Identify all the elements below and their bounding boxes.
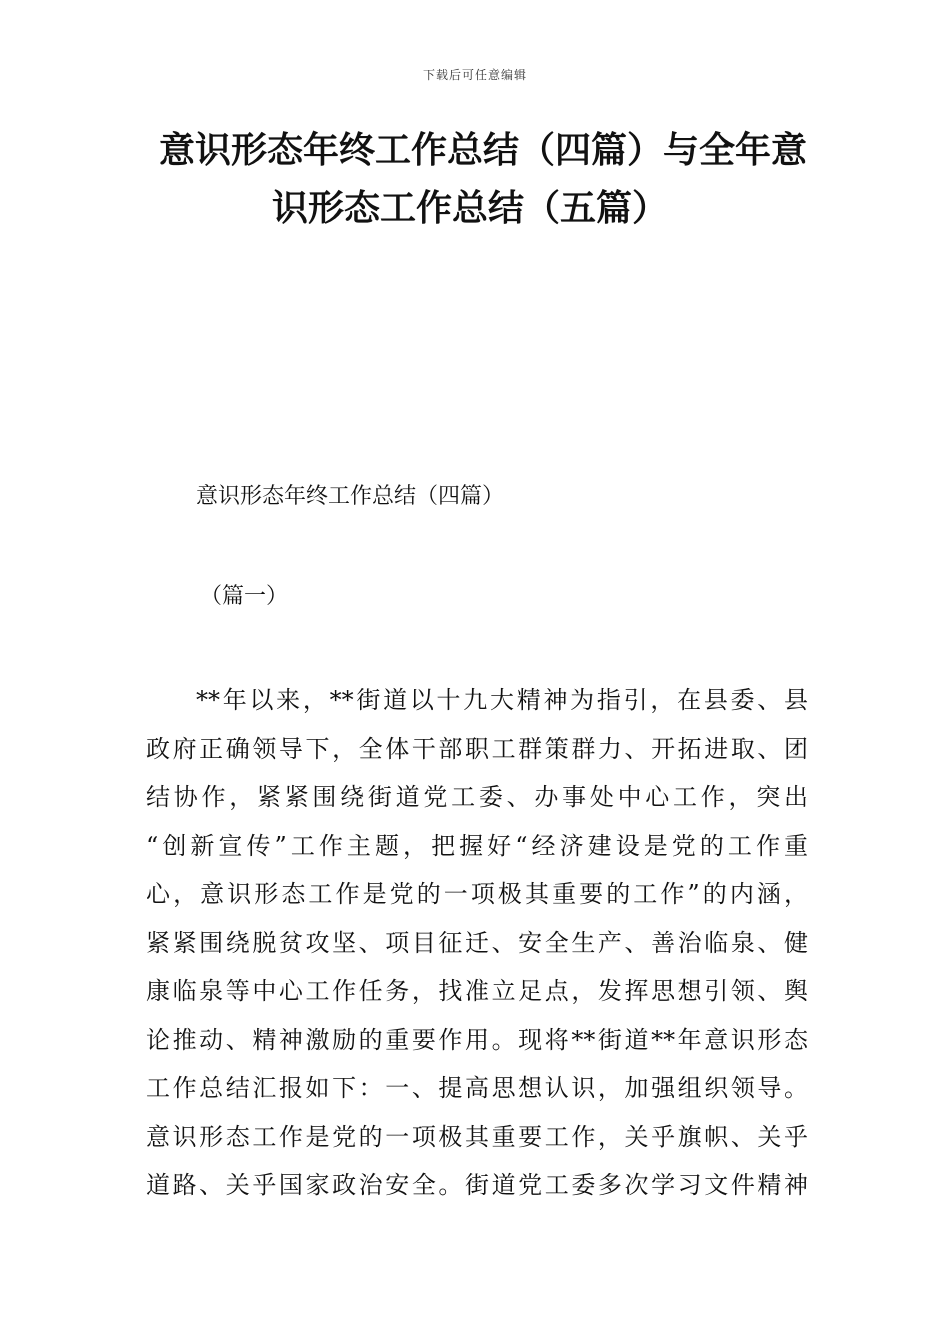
body-line: “创新宣传”工作主题，把握好“经济建设是党的工作重 [146, 831, 808, 860]
body-line: 政府正确领导下，全体干部职工群策群力、开拓进取、团 [146, 734, 808, 763]
body-line: 心，意识形态工作是党的一项极其重要的工作”的内涵， [146, 880, 808, 908]
part-label: （篇一） [200, 584, 289, 609]
document-title-line-1: 意识形态年终工作总结（四篇）与全年意 [159, 130, 808, 171]
document-title-line-2: 识形态工作总结（五篇） [271, 188, 668, 229]
body-line: 紧紧围绕脱贫攻坚、项目征迁、安全生产、善治临泉、健 [146, 928, 808, 957]
body-line: 工作总结汇报如下：一、提高思想认识，加强组织领导。 [146, 1074, 808, 1102]
body-line: 意识形态工作是党的一项极其重要工作，关乎旗帜、关乎 [146, 1122, 808, 1151]
body-line: 论推动、精神激励的重要作用。现将**街道**年意识形态 [146, 1025, 808, 1054]
body-line: 道路、关乎国家政治安全。街道党工委多次学习文件精神 [146, 1171, 808, 1199]
body-line: 康临泉等中心工作任务，找准立足点，发挥思想引领、舆 [146, 977, 808, 1005]
section-title: 意识形态年终工作总结（四篇） [196, 484, 505, 509]
document-title [145, 122, 808, 238]
body-line: **年以来，**街道以十九大精神为指引，在县委、县 [196, 686, 808, 714]
body-paragraph [146, 676, 808, 1210]
header-note: 下载后可任意编辑 [422, 68, 527, 82]
body-line: 结协作，紧紧围绕街道党工委、办事处中心工作，突出 [146, 783, 808, 811]
